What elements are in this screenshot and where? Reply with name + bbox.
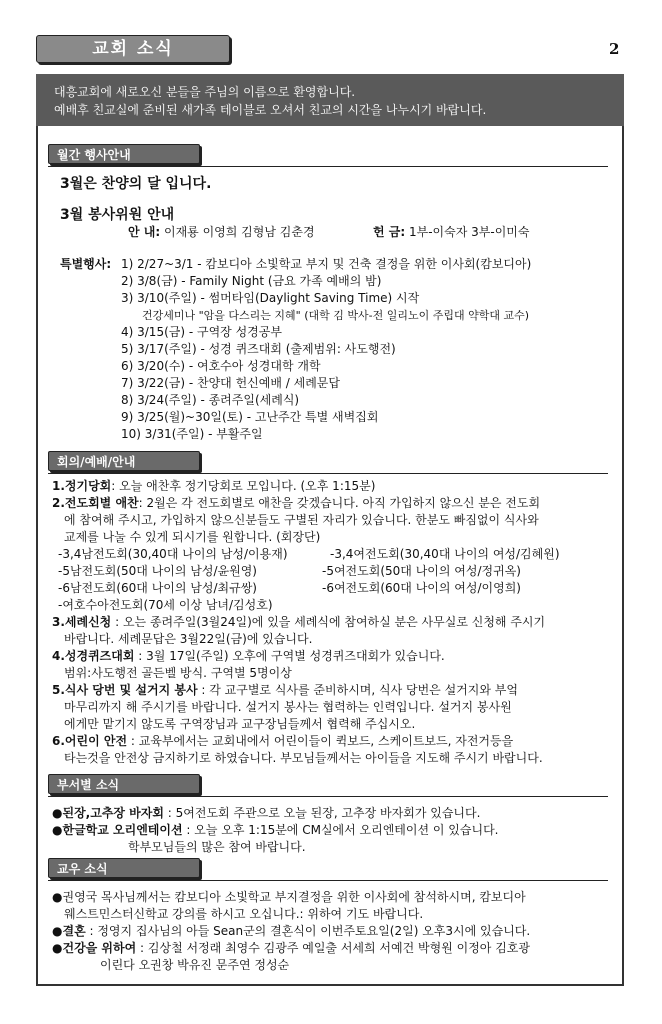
offering-row — [373, 224, 529, 241]
member-item-1: ●권영국 목사님께서는 캄보디아 소빛학교 부지결정을 위한 이사회에 참석하시며, 캄보디아 — [52, 890, 526, 904]
section-heading-members: 교우 소식 — [48, 858, 200, 878]
notice-4 — [52, 648, 445, 665]
event-item: 3) 3/10(주일) - 썸머타임(Daylight Saving Time) 시작 — [121, 291, 420, 305]
notice-text: : 2월은 각 전도회별로 애찬을 갖겠습니다. 아직 가입하지 않으신 분은 전도회 — [138, 496, 541, 510]
notice-title: 3.세례신청 — [52, 615, 112, 629]
event-item: 4) 3/15(금) - 구역장 성경공부 — [121, 325, 282, 339]
fellowship-group: -6남전도회(60대 나이의 남성/최규쌍) — [58, 581, 257, 595]
page-number: 2 — [609, 40, 620, 58]
notice-2-line-2: 에 참여해 주시고, 가입하지 않으신분들도 구별된 자리가 있습니다. 한분도 빠짐없이 식사와 — [64, 513, 539, 527]
event-item: 6) 3/20(수) - 여호수아 성경대학 개학 — [121, 359, 321, 373]
department-item-1 — [52, 805, 480, 822]
member-item-3-line-2: 이린다 오권창 박유진 문주연 정성순 — [100, 958, 290, 972]
guide-names: 이재룡 이영희 김형남 김춘경 — [164, 225, 315, 239]
section-heading-meeting: 회의/예배/안내 — [48, 451, 200, 471]
member-title: ●건강을 위하여 — [52, 941, 137, 955]
fellowship-group: -여호수아전도회(70세 이상 남녀/김성호) — [58, 598, 273, 612]
section-heading-monthly: 월간 행사안내 — [48, 144, 200, 164]
notice-text: : 각 교구별로 식사를 준비하시며, 식사 당번은 설거지와 부엌 — [201, 683, 518, 697]
dept-text: : 오늘 오후 1:15분에 CM실에서 오리엔테이션 이 있습니다. — [186, 823, 499, 837]
banner-line-1: 대흥교회에 새로오신 분들을 주님의 이름으로 환영합니다. — [54, 85, 356, 99]
volunteer-title: 3월 봉사위원 안내 — [60, 207, 175, 223]
member-item-1-line-2: 웨스트민스터신학교 강의를 하시고 오십니다.: 위하여 기도 바랍니다. — [64, 907, 424, 921]
member-item-3 — [52, 940, 530, 957]
notice-title: 6.어린이 안전 — [52, 734, 128, 748]
department-item-2-line-2: 학부모님들의 많은 참여 바랍니다. — [128, 840, 306, 854]
notice-text: : 교육부에서는 교회내에서 어린이들이 퀵보드, 스케이트보드, 자전거등을 — [130, 734, 514, 748]
notice-3-line-2: 바랍니다. 세례문답은 3월22일(금)에 있습니다. — [64, 632, 313, 646]
notice-title: 4.성경퀴즈대회 — [52, 649, 135, 663]
notice-4-line-2: 범위:사도행전 골든벨 방식. 구역별 5명이상 — [64, 666, 292, 680]
event-item: 7) 3/22(금) - 찬양대 헌신예배 / 세례문답 — [121, 376, 340, 390]
notice-6 — [52, 733, 513, 750]
fellowship-group: -6여전도회(60대 나이의 여성/이영희) — [322, 581, 521, 595]
event-item: 1) 2/27~3/1 - 캄보디아 소빛학교 부지 및 건축 결정을 위한 이사회(캄보디아) — [121, 257, 532, 271]
member-item-2 — [52, 923, 530, 940]
dept-title: ●한글학교 오리엔테이션 — [52, 823, 183, 837]
event-item: 9) 3/25(월)~30일(토) - 고난주간 특별 새벽집회 — [121, 410, 379, 424]
offering-names: 1부-이숙자 3부-이미숙 — [409, 225, 530, 239]
notice-3 — [52, 614, 545, 631]
section-divider — [48, 473, 608, 474]
member-title: ●결혼 — [52, 924, 86, 938]
dept-text: : 5여전도회 주관으로 오늘 된장, 고추장 바자회가 있습니다. — [167, 806, 481, 820]
dept-title: ●된장,고추장 바자회 — [52, 806, 164, 820]
notice-6-line-2: 타는것을 안전상 금지하기로 하였습니다. 부모님들께서는 아이들을 지도해 주시기 바랍니다. — [64, 751, 543, 765]
notice-2-line-3: 교제를 나눌 수 있게 되시기를 원합니다. (회장단) — [64, 530, 321, 544]
guide-label: 안 내: — [128, 225, 161, 239]
section-divider — [48, 796, 608, 797]
offering-label: 헌 금: — [373, 225, 406, 239]
member-text: : 김상철 서정래 최영수 김광주 예일출 서세희 서예건 박형원 이정아 김호광 — [140, 941, 530, 955]
event-item: 10) 3/31(주일) - 부활주일 — [121, 427, 263, 441]
notice-text: : 3월 17일(주일) 오후에 구역별 성경퀴즈대회가 있습니다. — [138, 649, 445, 663]
event-item-sub: 건강세미나 "암을 다스리는 지혜" (대학 김 박사-전 일리노이 주립대 약학대 교수) — [142, 309, 530, 322]
fellowship-group: -5여전도회(50대 나이의 여성/정귀옥) — [322, 564, 521, 578]
notice-5-line-2: 마무리까지 해 주시기를 바랍니다. 설거지 봉사는 협력하는 인력입니다. 설거지 봉사원 — [64, 700, 512, 714]
banner-line-2: 예배후 친교실에 준비된 새가족 테이블로 오셔서 친교의 시간을 나누시기 바랍니다. — [54, 103, 487, 117]
department-item-2 — [52, 822, 499, 839]
fellowship-group: -3,4남전도회(30,40대 나이의 남성/이용재) — [58, 547, 288, 561]
notice-5-line-3: 에게만 맡기지 않도록 구역장님과 교구장님들께서 협력해 주십시오. — [64, 717, 416, 731]
notice-text: : 오는 종려주일(3월24일)에 있을 세례식에 참여하실 분은 사무실로 신청해 주시기 — [115, 615, 546, 629]
section-heading-department: 부서별 소식 — [48, 774, 200, 794]
event-item: 8) 3/24(주일) - 종려주일(세례식) — [121, 393, 300, 407]
page-title: 교회 소식 — [36, 35, 230, 63]
event-item: 5) 3/17(주일) - 성경 퀴즈대회 (출제범위: 사도행전) — [121, 342, 396, 356]
fellowship-group: -5남전도회(50대 나이의 남성/윤원영) — [58, 564, 257, 578]
notice-2 — [52, 495, 540, 512]
welcome-banner — [36, 74, 624, 126]
notice-5 — [52, 682, 518, 699]
fellowship-group: -3,4여전도회(30,40대 나이의 여성/김혜원) — [330, 547, 560, 561]
notice-title: 1.정기당회 — [52, 479, 112, 493]
notice-1 — [52, 478, 375, 495]
special-events-label: 특별행사: — [60, 257, 112, 271]
section-divider — [48, 880, 608, 881]
monthly-theme: 3월은 찬양의 달 입니다. — [60, 176, 212, 192]
event-item: 2) 3/8(금) - Family Night (금요 가족 예배의 밤) — [121, 274, 382, 288]
member-text: : 정영지 집사님의 아들 Sean군의 결혼식이 이번주토요일(2일) 오후3시에 있습니다. — [89, 924, 531, 938]
notice-title: 2.전도회별 애찬 — [52, 496, 139, 510]
notice-title: 5.식사 당번 및 설거지 봉사 — [52, 683, 198, 697]
notice-text: : 오늘 애찬후 정기당회로 모입니다. (오후 1:15분) — [111, 479, 376, 493]
guide-row — [128, 224, 315, 241]
section-divider — [48, 166, 608, 167]
